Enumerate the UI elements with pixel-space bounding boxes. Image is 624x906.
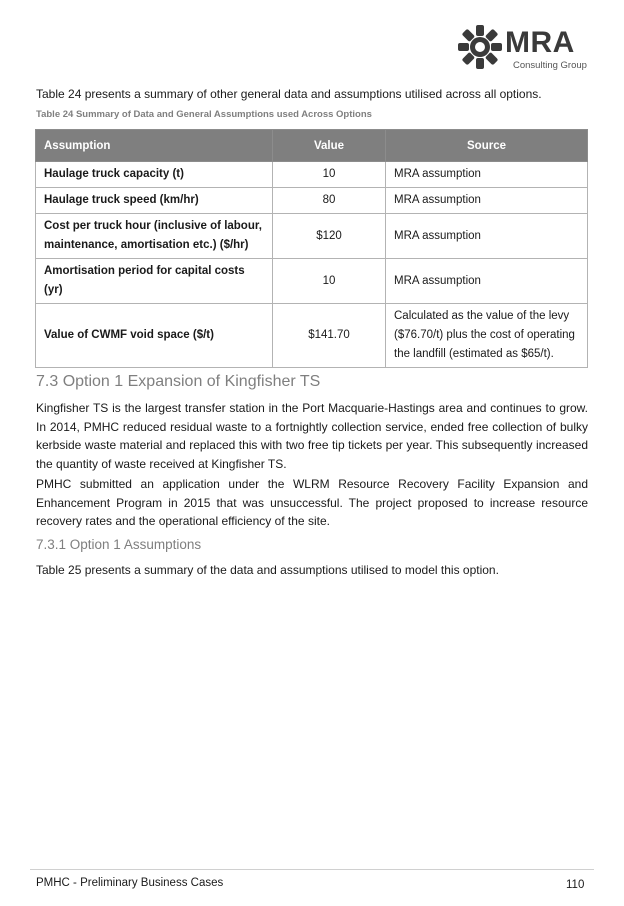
table-row	[36, 304, 588, 368]
cell-assumption: Haulage truck capacity (t)	[36, 162, 273, 188]
table-row	[36, 259, 588, 304]
table-row	[36, 162, 588, 188]
page-number: 110	[566, 879, 585, 891]
header-source: Source	[386, 130, 588, 162]
body-paragraph: PMHC submitted an application under the WLRM Resource Recovery Facility Expansion and Enhancement Program in 2015 that was unsuccessful. The project proposed to increase resource recovery rates and the operational efficiency of the site.	[36, 477, 588, 528]
table-header-row	[36, 130, 588, 162]
table-row	[36, 188, 588, 214]
cell-value: 10	[273, 162, 386, 188]
subsection-paragraph: Table 25 presents a summary of the data and assumptions utilised to model this option.	[36, 563, 499, 577]
table-caption: Table 24 Summary of Data and General Assumptions used Across Options	[36, 109, 372, 120]
assumptions-table	[35, 129, 588, 368]
cell-value: $120	[273, 214, 386, 259]
header-value: Value	[273, 130, 386, 162]
cell-source: MRA assumption	[386, 214, 588, 259]
logo-mark-icon	[455, 22, 505, 72]
intro-paragraph: Table 24 presents a summary of other general data and assumptions utilised across all options.	[36, 87, 542, 101]
cell-value: 80	[273, 188, 386, 214]
footer-divider	[30, 869, 594, 870]
cell-source: MRA assumption	[386, 188, 588, 214]
subsection-heading: 7.3.1 Option 1 Assumptions	[36, 537, 202, 552]
cell-value: $141.70	[273, 304, 386, 368]
table-row	[36, 214, 588, 259]
cell-source: Calculated as the value of the levy ($76.70/t) plus the cost of operating the landfill (estimated as $65/t).	[386, 304, 588, 368]
logo-wordmark: MRA	[505, 26, 575, 59]
cell-assumption: Value of CWMF void space ($/t)	[36, 304, 273, 368]
footer-title: PMHC - Preliminary Business Cases	[36, 877, 224, 889]
cell-assumption: Amortisation period for capital costs (yr)	[36, 259, 273, 304]
header-assumption: Assumption	[36, 130, 273, 162]
company-logo	[455, 22, 590, 74]
cell-assumption: Haulage truck speed (km/hr)	[36, 188, 273, 214]
logo-subtitle: Consulting Group	[513, 60, 587, 71]
body-paragraph: Kingfisher TS is the largest transfer station in the Port Macquarie-Hastings area and continues to grow. In 2014, PMHC reduced residual waste to a fortnightly collection service, ended free collection of bulky kerbside waste material and replaced this with two free tip tickets per year. This subsequently increased the quantity of waste received at Kingfisher TS.	[36, 401, 588, 471]
cell-source: MRA assumption	[386, 162, 588, 188]
cell-assumption: Cost per truck hour (inclusive of labour, maintenance, amortisation etc.) ($/hr)	[36, 214, 273, 259]
section-heading: 7.3 Option 1 Expansion of Kingfisher TS	[36, 373, 321, 390]
cell-value: 10	[273, 259, 386, 304]
cell-source: MRA assumption	[386, 259, 588, 304]
